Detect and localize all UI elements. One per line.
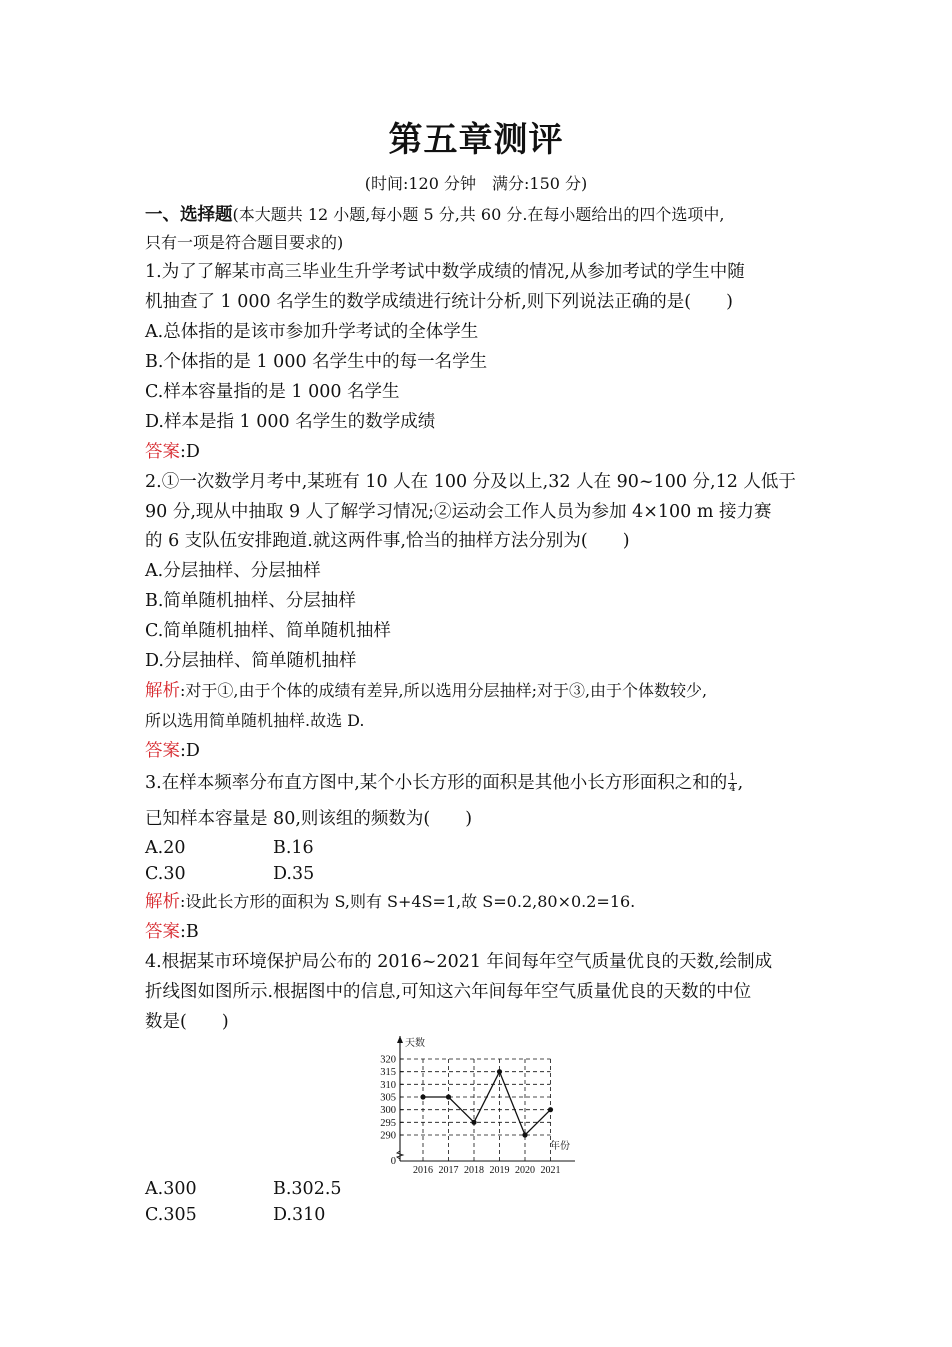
section-label: 一、选择题 (145, 205, 233, 225)
q4-stem-line2: 折线图如图所示.根据图中的信息,可知这六年间每年空气质量优良的天数的中位 (145, 982, 752, 1002)
y-tick-label: 0 (390, 1156, 396, 1167)
section-desc: (本大题共 12 小题,每小题 5 分,共 60 分.在每小题给出的四个选项中, (232, 205, 725, 224)
analysis-text: :设此长方形的面积为 S,则有 S+4S=1,故 S=0.2,80×0.2=16. (180, 892, 636, 911)
y-tick-label: 315 (380, 1067, 396, 1079)
q4-stem-line3: 数是( ) (145, 1012, 229, 1032)
q2-answer (145, 738, 825, 764)
answer-value: :D (180, 741, 200, 761)
answer-label: 答案 (145, 442, 180, 462)
q1-option-c: C.样本容量指的是 1 000 名学生 (145, 382, 400, 402)
q1-answer (145, 439, 825, 465)
q3-options-row1 (145, 835, 825, 861)
line-chart (360, 1030, 590, 1176)
q2-option-d: D.分层抽样、简单随机抽样 (145, 651, 357, 671)
analysis-label: 解析 (145, 681, 180, 701)
analysis-text: :对于①,由于个体的成绩有差异,所以选用分层抽样;对于③,由于个体数较少, (180, 681, 708, 700)
answer-value: :D (180, 442, 200, 462)
q3-stem-line1 (145, 770, 825, 796)
x-tick-label: 2016 (413, 1165, 433, 1176)
x-tick-label: 2020 (515, 1165, 535, 1176)
q3-option-b: B.16 (273, 838, 314, 858)
y-tick-label: 320 (380, 1054, 396, 1066)
q1-option-b: B.个体指的是 1 000 名学生中的每一名学生 (145, 352, 488, 372)
data-point (497, 1069, 502, 1074)
q4-option-a: A.300 (145, 1179, 197, 1199)
y-axis-label: 天数 (405, 1038, 425, 1049)
fraction-one-quarter (728, 773, 736, 794)
answer-value: :B (180, 922, 199, 942)
y-tick-label: 290 (380, 1130, 396, 1142)
answer-label: 答案 (145, 741, 180, 761)
q3-option-a: A.20 (145, 838, 186, 858)
y-tick-label: 295 (380, 1117, 396, 1129)
x-tick-label: 2017 (438, 1165, 459, 1176)
q2-option-a: A.分层抽样、分层抽样 (145, 561, 321, 581)
x-tick-labels (413, 1165, 561, 1176)
q2-stem-line2: 90 分,现从中抽取 9 人了解学习情况;②运动会工作人员为参加 4×100 m 接力赛 (145, 502, 772, 522)
q1-option-d: D.样本是指 1 000 名学生的数学成绩 (145, 412, 436, 432)
data-point (420, 1094, 425, 1099)
section-desc-line2: 只有一项是符合题目要求的) (145, 233, 344, 252)
fraction-denominator: 4 (729, 783, 736, 794)
data-point (548, 1107, 553, 1112)
q2-option-b: B.简单随机抽样、分层抽样 (145, 591, 356, 611)
q3-stem-end: , (737, 773, 744, 793)
series-line (423, 1072, 551, 1135)
q4-stem-line1: 4.根据某市环境保护局公布的 2016~2021 年间每年空气质量优良的天数,绘制成 (145, 952, 773, 972)
q1-stem-line2: 机抽查了 1 000 名学生的数学成绩进行统计分析,则下列说法正确的是( ) (145, 292, 733, 312)
fraction-numerator: 1 (729, 772, 736, 783)
q3-stem-text: 3.在样本频率分布直方图中,某个小长方形的面积是其他小长方形面积之和的 (145, 773, 728, 793)
x-axis-label: 年份 (550, 1141, 570, 1152)
section-header (145, 202, 825, 228)
y-tick-label: 305 (380, 1092, 396, 1104)
page-subtitle: (时间:120 分钟 满分:150 分) (364, 174, 588, 193)
y-tick-label: 300 (380, 1105, 396, 1117)
data-point (446, 1094, 451, 1099)
q4-option-b: B.302.5 (273, 1179, 342, 1199)
chart-grid (400, 1059, 551, 1161)
y-tick-label: 310 (380, 1079, 396, 1091)
q4-option-d: D.310 (273, 1205, 326, 1225)
x-tick-label: 2018 (464, 1165, 484, 1176)
q2-analysis-line2: 所以选用简单随机抽样.故选 D. (145, 711, 365, 730)
y-axis-arrow-icon (397, 1036, 403, 1043)
q2-stem-line3: 的 6 支队伍安排跑道.就这两件事,恰当的抽样方法分别为( ) (145, 531, 630, 551)
analysis-label: 解析 (145, 892, 180, 912)
q3-answer (145, 919, 825, 945)
answer-label: 答案 (145, 922, 180, 942)
q4-option-c: C.305 (145, 1205, 197, 1225)
q1-option-a: A.总体指的是该市参加升学考试的全体学生 (145, 322, 479, 342)
data-point (522, 1132, 527, 1137)
q3-option-c: C.30 (145, 864, 186, 884)
q3-option-d: D.35 (273, 864, 315, 884)
q3-stem-line2: 已知样本容量是 80,则该组的频数为( ) (145, 809, 473, 829)
q3-analysis (145, 889, 825, 915)
page-title: 第五章测评 (388, 120, 564, 160)
q2-stem-line1: 2.①一次数学月考中,某班有 10 人在 100 分及以上,32 人在 90~100 分,12 人低于 (145, 472, 796, 492)
data-point (471, 1120, 476, 1125)
q1-stem-line1: 1.为了了解某市高三毕业生升学考试中数学成绩的情况,从参加考试的学生中随 (145, 262, 745, 282)
x-tick-label: 2021 (540, 1165, 561, 1176)
q2-analysis-line1 (145, 678, 825, 704)
x-tick-label: 2019 (489, 1165, 510, 1176)
q2-option-c: C.简单随机抽样、简单随机抽样 (145, 621, 391, 641)
